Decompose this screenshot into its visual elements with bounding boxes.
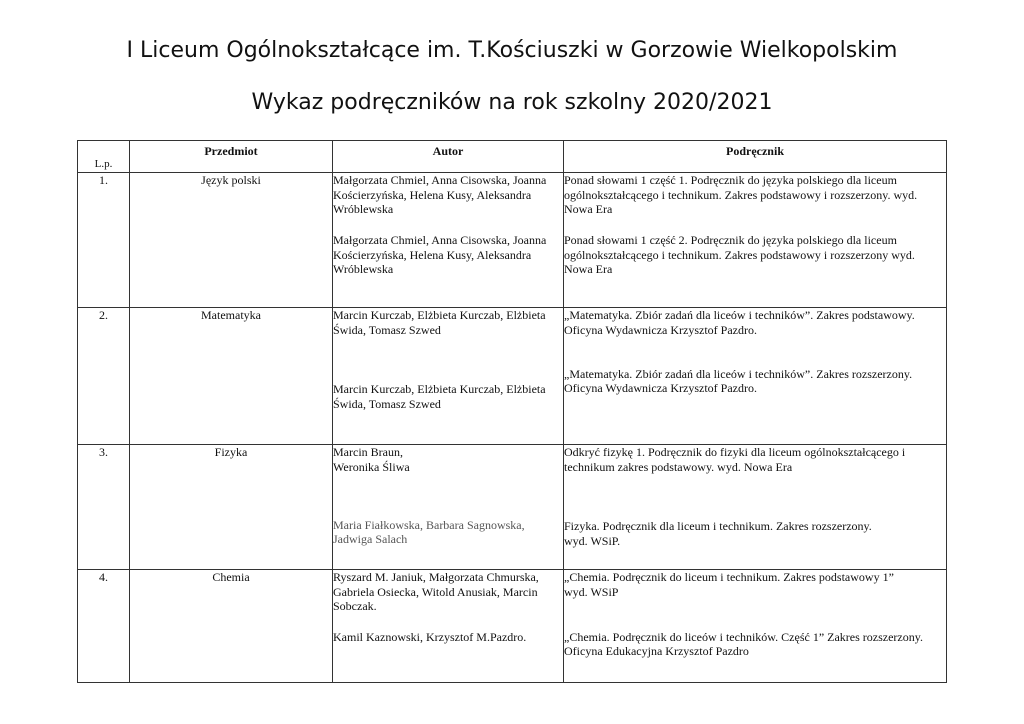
book-cell (564, 308, 947, 445)
school-name: I Liceum Ogólnokształcące im. T.Kościuszki w Gorzowie Wielkopolskim (126, 38, 898, 63)
row-number: 2. (78, 308, 130, 445)
book-entry: wyd. WSiP. (564, 533, 621, 548)
subject-cell: Chemia (130, 570, 333, 683)
table-header-row (78, 141, 947, 173)
book-cell (564, 570, 947, 683)
book-entry: Odkryć fizykę 1. Podręcznik do fizyki dla liceum ogólnokształcącego i technikum zakres podstawowy. wyd. Nowa Era (564, 445, 906, 474)
col-header-lp: L.p. (78, 141, 130, 173)
author-entry: Maria Fiałkowska, Barbara Sagnowska, Jadwiga Salach (333, 517, 525, 547)
book-entry: wyd. WSiP (564, 584, 619, 599)
book-entry: „Chemia. Podręcznik do liceum i technikum. Zakres podstawowy 1” (564, 570, 894, 584)
book-entry: Ponad słowami 1 część 1. Podręcznik do języka polskiego dla liceum ogólnokształcącego i technikum. Zakres podstawowy i rozszerzony. wyd. Nowa Era (564, 173, 918, 217)
author-entry: Małgorzata Chmiel, Anna Cisowska, Joanna Kościerzyńska, Helena Kusy, Aleksandra Wróblewska (333, 233, 547, 277)
author-entry: Małgorzata Chmiel, Anna Cisowska, Joanna Kościerzyńska, Helena Kusy, Aleksandra Wróblewska (333, 173, 547, 217)
table-row (78, 308, 947, 445)
author-cell (333, 445, 564, 570)
author-cell (333, 308, 564, 445)
table-row (78, 570, 947, 683)
subject-cell: Fizyka (130, 445, 333, 570)
textbook-table (77, 140, 947, 683)
row-number: 3. (78, 445, 130, 570)
table-row (78, 173, 947, 308)
author-entry: Ryszard M. Janiuk, Małgorzata Chmurska, Gabriela Osiecka, Witold Anusiak, Marcin Sobczak. (333, 570, 539, 614)
book-entry: „Matematyka. Zbiór zadań dla liceów i techników”. Zakres podstawowy. (564, 308, 915, 322)
book-entry: „Matematyka. Zbiór zadań dla liceów i techników”. Zakres rozszerzony. (564, 366, 913, 381)
book-entry: Oficyna Edukacyjna Krzysztof Pazdro (564, 644, 749, 659)
page-title: Wykaz podręczników na rok szkolny 2020/2021 (251, 90, 773, 115)
col-header-book: Podręcznik (564, 141, 947, 173)
col-header-author: Autor (333, 141, 564, 173)
author-entry: Marcin Kurczab, Elżbieta Kurczab, Elżbieta Świda, Tomasz Szwed (333, 308, 546, 337)
row-number: 4. (78, 570, 130, 683)
table-row (78, 445, 947, 570)
book-cell (564, 173, 947, 308)
book-entry: Oficyna Wydawnicza Krzysztof Pazdro. (564, 322, 757, 337)
book-entry: Ponad słowami 1 część 2. Podręcznik do języka polskiego dla liceum ogólnokształcącego i technikum. Zakres podstawowy i rozszerzony wyd. Nowa Era (564, 233, 915, 277)
subject-cell: Matematyka (130, 308, 333, 445)
author-cell (333, 173, 564, 308)
row-number: 1. (78, 173, 130, 308)
author-entry: Kamil Kaznowski, Krzysztof M.Pazdro. (333, 630, 527, 644)
author-entry: Marcin Braun, (333, 445, 403, 459)
author-cell (333, 570, 564, 683)
subject-cell: Język polski (130, 173, 333, 308)
col-header-subject: Przedmiot (130, 141, 333, 173)
book-entry: Oficyna Wydawnicza Krzysztof Pazdro. (564, 381, 757, 396)
book-cell (564, 445, 947, 570)
author-entry: Weronika Śliwa (333, 459, 410, 474)
author-entry: Marcin Kurczab, Elżbieta Kurczab, Elżbieta Świda, Tomasz Szwed (333, 382, 546, 411)
book-entry: „Chemia. Podręcznik do liceów i techników. Część 1” Zakres rozszerzony. (564, 629, 923, 644)
book-entry: Fizyka. Podręcznik dla liceum i technikum. Zakres rozszerzony. (564, 519, 872, 533)
